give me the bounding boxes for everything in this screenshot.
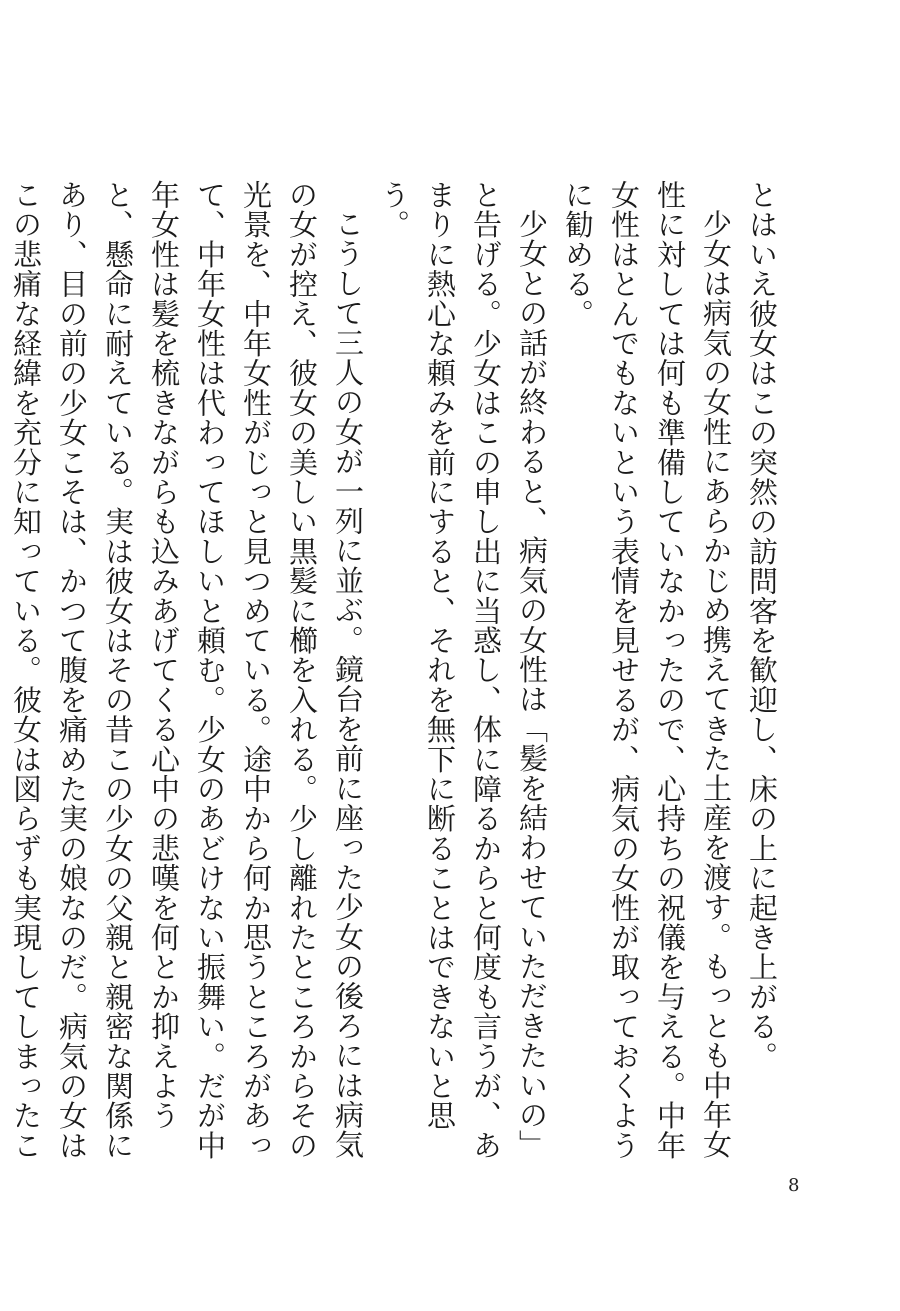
page-number: 8 — [788, 1175, 800, 1196]
paragraph-4: こうして三人の女が一列に並ぶ。鏡台を前に座った少女の後ろには病気の女が控え、彼女の美しい黒髪に櫛を入れる。少し離れたところからその光景を、中年女性がじっと見つめている。途中から何か思うところがあって、中年女性は代わってほしいと頼む。少女のあどけない振舞い。だが中年女性は髪を梳きながらも込みあげてくる心中の悲嘆を何とか抑えようと、懸命に耐えている。実は彼女はその昔この少女の父親と親密な関係にあり、目の前の少女こそは、かつて腹を痛めた実の娘なのだ。病気の女はこの悲痛な経緯を充分に知っている。彼女は図らずも実現してしまったこ — [9, 180, 365, 1161]
paragraph-3: 少女との話が終わると、病気の女性は「髪を結わせていただきたいの」と告げる。少女はこの申し出に当惑し、体に障るからと何度も言うが、あまりに熱心な頼みを前にすると、それを無下に断ることはできないと思う。 — [377, 180, 549, 1161]
paragraph-2: 少女は病気の女性にあらかじめ携えてきた土産を渡す。もっとも中年女性に対しては何も準備していなかったので、心持ちの祝儀を与える。中年女性はとんでもないという表情を見せるが、病気の女性が取っておくように勧める。 — [561, 180, 733, 1161]
paragraph-1: とはいえ彼女はこの突然の訪問客を歓迎し、床の上に起き上がる。 — [745, 180, 779, 1072]
body-text — [0, 180, 785, 1180]
